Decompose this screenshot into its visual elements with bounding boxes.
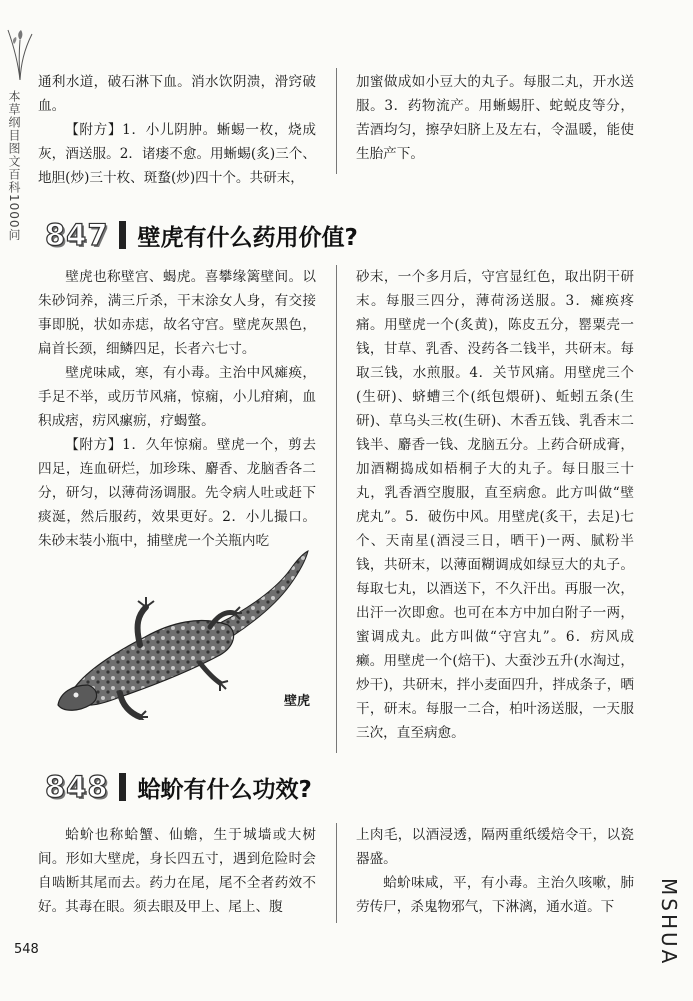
top-left-column <box>38 70 316 190</box>
watermark: MSHUA <box>657 878 681 967</box>
heading-bar <box>119 221 126 249</box>
section-847-right-column <box>356 265 634 745</box>
paragraph: 蛤蚧也称蛤蟹、仙蟾，生于城墙或大树间。形如大壁虎，身长四五寸，遇到危险时会自啮断其尾而去。药力在尾，尾不全者药效不好。其毒在眼。须去眼及甲上、尾上、腹 <box>38 827 316 915</box>
orchid-decoration-icon <box>4 22 36 82</box>
paragraph: 蛤蚧味咸，平，有小毒。主治久咳嗽，肺劳传尸，杀鬼物邪气，下淋漓，通水道。下 <box>356 875 634 915</box>
paragraph: 【附方】1．小儿阴肿。蜥蜴一枚，烧成灰，酒送服。2．诸瘘不愈。用蜥蜴(炙)三个、地胆(炒)三十枚、斑蝥(炒)四十个。共研末， <box>38 122 316 186</box>
paragraph: 砂末，一个多月后，守宫显红色，取出阴干研末。每服三四分，薄荷汤送服。3．瘫痪疼痛。用壁虎一个(炙黄)，陈皮五分，罂粟壳一钱，甘草、乳香、没药各二钱半，共研末。每取三钱，水煎服。4．关节风痛。用壁虎三个(生研)、蛴螬三个(纸包煨研)、蚯蚓五条(生研)、草乌头三枚(生研)、木香五钱、乳香末二钱半、麝香一钱、龙脑五分。上药合研成膏，加酒糊捣成如梧桐子大的丸子。每日服三十丸，乳香酒空腹服，直至病愈。此方叫做“壁虎丸”。5．破伤中风。用壁虎(炙干，去足)七个、天南星(酒浸三日，晒干)一两、腻粉半钱，共研末，以薄面糊调成如绿豆大的丸子。每取七丸，以酒送下，不久汗出。再服一次，出汗一次即愈。也可在本方中加白附子一两，蜜调成丸。此方叫做“守宫丸”。6．疠风成癞。用壁虎一个(焙干)、大蚕沙五升(水淘过，炒干)，共研末，拌小麦面四升，拌成条子，晒干，研末。每服一二合，柏叶汤送服，一天服三次，直至病愈。 <box>356 269 634 741</box>
gecko-illustration <box>50 545 320 720</box>
paragraph: 通利水道，破石淋下血。消水饮阴溃，滑窍破血。 <box>38 74 316 114</box>
page-number: 548 <box>14 942 39 957</box>
section-heading-847 <box>45 218 358 252</box>
column-divider <box>336 823 337 923</box>
section-number: 847 <box>45 218 109 252</box>
top-right-column <box>356 70 634 166</box>
section-847-left-column <box>38 265 316 553</box>
book-title-vertical: 本草纲目图文百科1000问 <box>7 90 21 242</box>
section-heading-848 <box>45 770 312 804</box>
section-title: 壁虎有什么药用价值? <box>137 224 358 251</box>
column-divider <box>336 265 337 753</box>
paragraph: 【附方】1．久年惊痫。壁虎一个，剪去四足，连血研烂，加珍珠、麝香、龙脑香各二分，研匀，以薄荷汤调服。先令病人吐或赶下痰涎，然后服药，效果更好。2．小儿撮口。朱砂末装小瓶中，捕壁虎一个关瓶内吃 <box>38 437 316 549</box>
section-848-right-column <box>356 823 634 919</box>
paragraph: 上肉毛，以酒浸透，隔两重纸缓焙令干，以瓷器盛。 <box>356 827 634 867</box>
column-divider <box>336 68 337 174</box>
paragraph: 壁虎味咸，寒，有小毒。主治中风瘫痪，手足不举，或历节风痛，惊痫，小儿疳痢，血积成痞，疠风瘰疬，疗蝎螫。 <box>38 365 316 429</box>
paragraph: 加蜜做成如小豆大的丸子。每服二丸，开水送服。3．药物流产。用蜥蜴肝、蛇蜕皮等分，苦酒均匀，擦孕妇脐上及左右，令温暖，能使生胎产下。 <box>356 74 634 162</box>
section-title: 蛤蚧有什么功效? <box>137 776 312 803</box>
section-848-left-column <box>38 823 316 919</box>
paragraph: 壁虎也称壁宫、蝎虎。喜攀缘篱壁间。以朱砂饲养，满三斤杀，干末涂女人身，有交接事即脱，状如赤痣，故名守宫。壁虎灰黑色，扁首长颈，细鳞四足，长者六七寸。 <box>38 269 316 357</box>
image-caption: 壁虎 <box>284 694 311 709</box>
section-number: 848 <box>45 770 109 804</box>
heading-bar <box>119 773 126 801</box>
